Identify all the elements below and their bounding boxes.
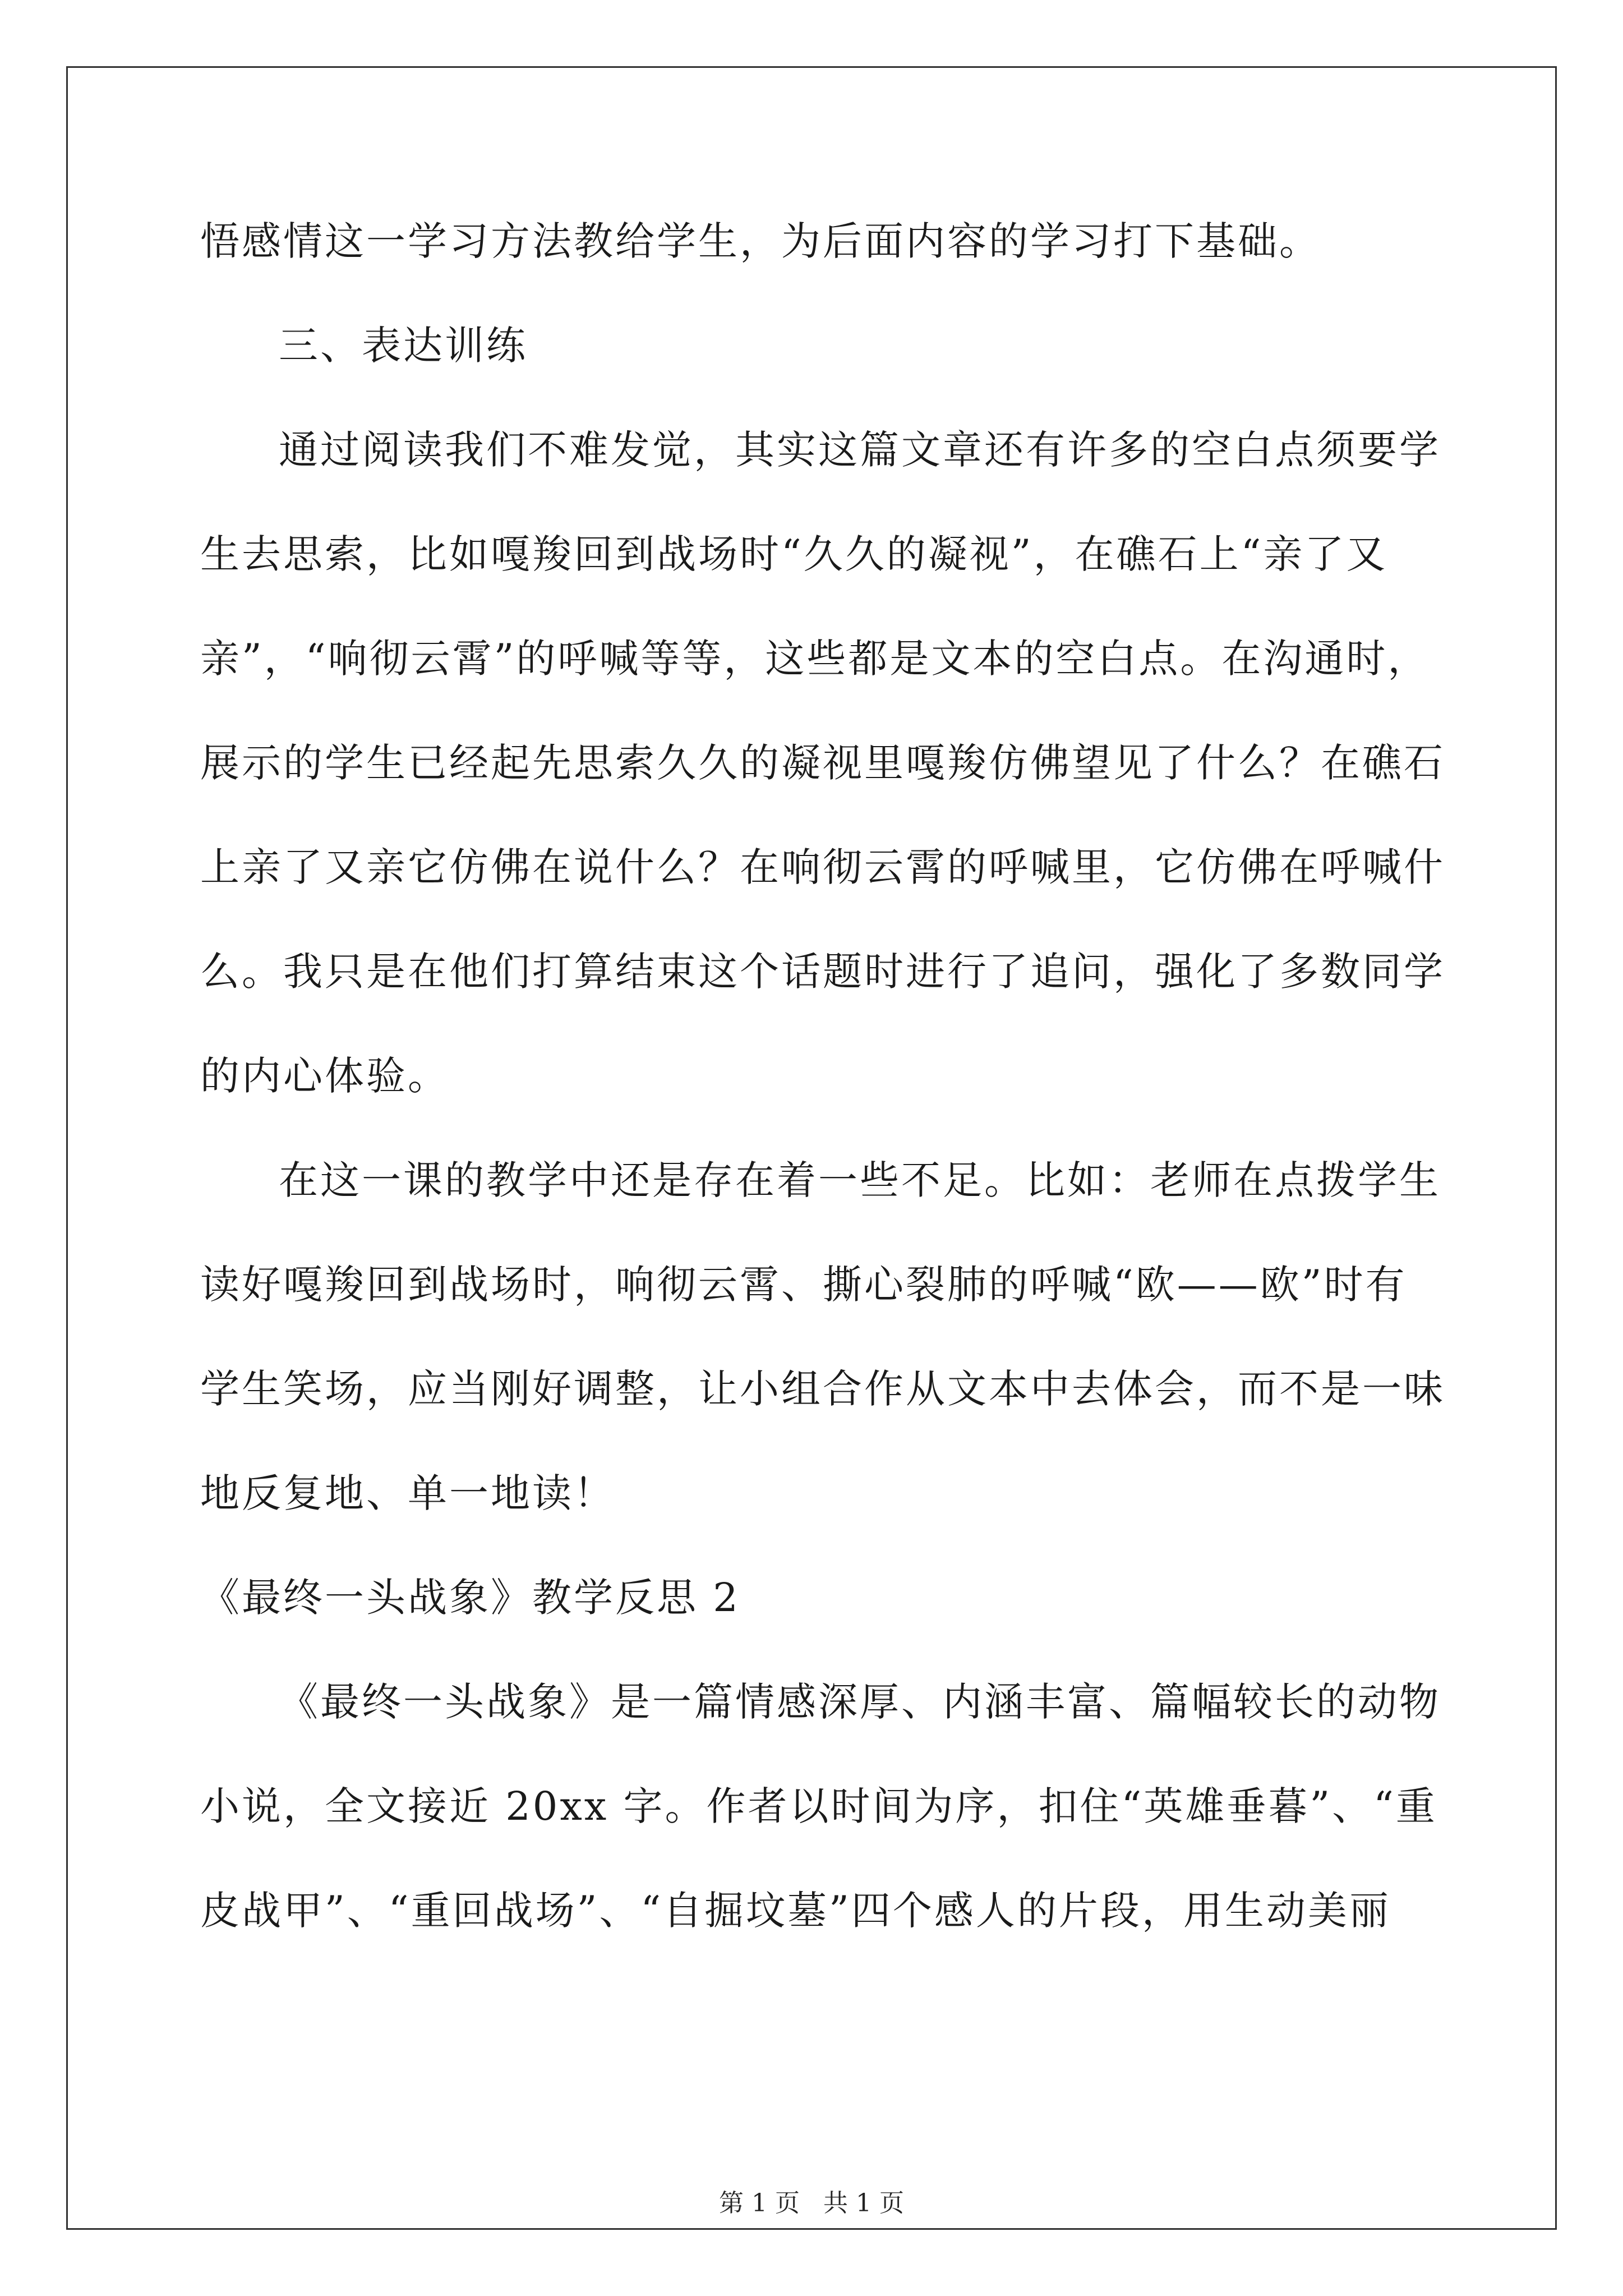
section-heading: 三、表达训练 <box>279 323 528 369</box>
text-line: 地反复地、单一地读！ <box>200 1470 615 1516</box>
text-line: 《最终一头战象》是一篇情感深厚、内涵丰富、篇幅较长的动物 <box>279 1679 1441 1725</box>
text-line: 生去思索，比如嘎羧回到战场时“久久的凝视”，在礁石上“亲了又 <box>200 531 1388 577</box>
text-line: 在这一课的教学中还是存在着一些不足。比如：老师在点拨学生 <box>279 1157 1441 1203</box>
text-line: 学生笑场，应当刚好调整，让小组合作从文本中去体会，而不是一味 <box>200 1366 1445 1412</box>
text-line: 么。我只是在他们打算结束这个话题时进行了追问，强化了多数同学 <box>200 949 1445 995</box>
text-line: 上亲了又亲它仿佛在说什么？在响彻云霄的呼喊里，它仿佛在呼喊什 <box>200 844 1445 890</box>
text-line: 亲”，“响彻云霄”的呼喊等等，这些都是文本的空白点。在沟通时， <box>200 636 1430 682</box>
article-title: 《最终一头战象》教学反思 2 <box>200 1575 740 1621</box>
text-line: 读好嘎羧回到战场时，响彻云霄、撕心裂肺的呼喊“欧——欧”时有 <box>200 1262 1407 1308</box>
text-line: 皮战甲”、“重回战场”、“自掘坟墓”四个感人的片段，用生动美丽 <box>200 1888 1391 1934</box>
text-line: 悟感情这一学习方法教给学生，为后面内容的学习打下基础。 <box>200 218 1321 264</box>
text-line: 小说，全文接近 20xx 字。作者以时间为序，扣住“英雄垂暮”、“重 <box>200 1783 1437 1829</box>
text-line: 展示的学生已经起先思索久久的凝视里嘎羧仿佛望见了什么？在礁石 <box>200 740 1445 786</box>
text-line: 的内心体验。 <box>200 1053 449 1099</box>
text-line: 通过阅读我们不难发觉，其实这篇文章还有许多的空白点须要学 <box>279 427 1441 473</box>
page-footer <box>0 2187 1623 2220</box>
page-number-label: 第 1 页 共 1 页 <box>719 2189 904 2217</box>
